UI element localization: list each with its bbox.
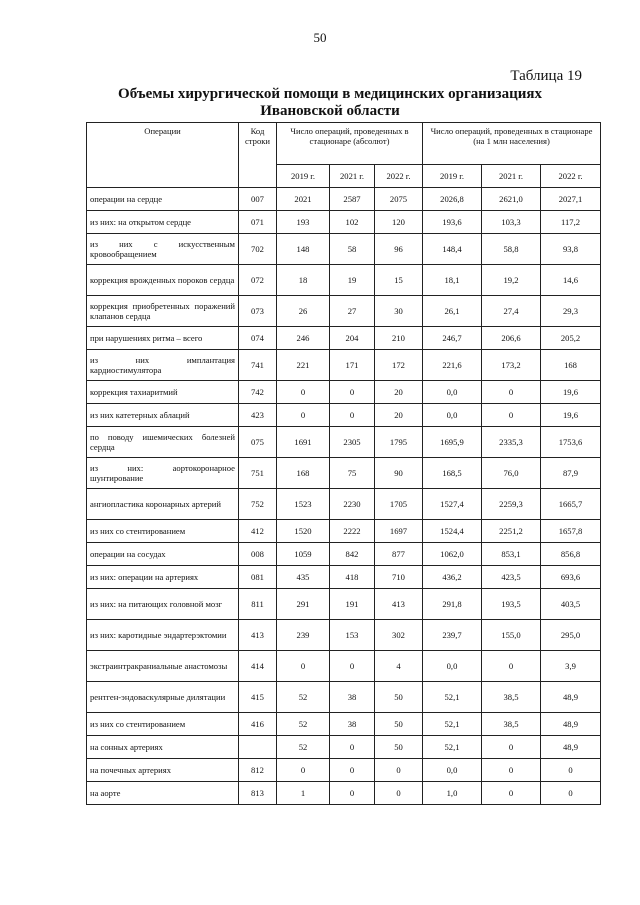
- table-row: [87, 489, 601, 520]
- cell-code: 073: [239, 296, 277, 327]
- cell-operation: из них: каротидные эндартерэктомии: [87, 620, 239, 651]
- table-row: [87, 188, 601, 211]
- cell-code: 414: [239, 651, 277, 682]
- cell-code: 413: [239, 620, 277, 651]
- cell-value: 48,9: [541, 682, 601, 713]
- cell-value: 19,6: [541, 404, 601, 427]
- cell-operation: рентген-эндоваскулярные дилятации: [87, 682, 239, 713]
- cell-value: 0: [541, 782, 601, 805]
- header-code: Код строки: [239, 123, 277, 188]
- cell-value: 103,3: [482, 211, 541, 234]
- cell-operation: операции на сосудах: [87, 543, 239, 566]
- cell-operation: из них: на питающих головной мозг: [87, 589, 239, 620]
- cell-value: 2335,3: [482, 427, 541, 458]
- cell-value: 710: [375, 566, 423, 589]
- cell-value: 291: [277, 589, 330, 620]
- cell-value: 842: [330, 543, 375, 566]
- table-row: [87, 620, 601, 651]
- cell-value: 168: [277, 458, 330, 489]
- table-row: [87, 759, 601, 782]
- cell-value: 0,0: [423, 381, 482, 404]
- table-row: [87, 234, 601, 265]
- table-row: [87, 327, 601, 350]
- cell-value: 0,0: [423, 651, 482, 682]
- cell-value: 0: [482, 782, 541, 805]
- cell-value: 221: [277, 350, 330, 381]
- header-year: 2021 г.: [482, 165, 541, 188]
- header-absolute: Число операций, проведенных в стационаре (абсолют): [277, 123, 423, 165]
- table-row: [87, 458, 601, 489]
- cell-value: 423,5: [482, 566, 541, 589]
- surgery-volume-table: [86, 122, 601, 805]
- cell-value: 0: [482, 404, 541, 427]
- cell-value: 52,1: [423, 736, 482, 759]
- cell-code: 072: [239, 265, 277, 296]
- cell-value: 418: [330, 566, 375, 589]
- cell-value: 0: [375, 759, 423, 782]
- cell-value: 96: [375, 234, 423, 265]
- cell-value: 0: [541, 759, 601, 782]
- cell-value: 1520: [277, 520, 330, 543]
- cell-value: 0: [330, 759, 375, 782]
- cell-value: 52: [277, 736, 330, 759]
- cell-value: 14,6: [541, 265, 601, 296]
- cell-value: 2026,8: [423, 188, 482, 211]
- cell-value: 19,2: [482, 265, 541, 296]
- cell-value: 19,6: [541, 381, 601, 404]
- cell-value: 52: [277, 713, 330, 736]
- cell-value: 173,2: [482, 350, 541, 381]
- cell-value: 0: [277, 381, 330, 404]
- cell-operation: по поводу ишемических болезней сердца: [87, 427, 239, 458]
- cell-value: 117,2: [541, 211, 601, 234]
- cell-code: 741: [239, 350, 277, 381]
- table-row: [87, 265, 601, 296]
- cell-value: 148,4: [423, 234, 482, 265]
- cell-value: 38,5: [482, 713, 541, 736]
- header-year: 2021 г.: [330, 165, 375, 188]
- cell-value: 153: [330, 620, 375, 651]
- cell-value: 2230: [330, 489, 375, 520]
- cell-value: 413: [375, 589, 423, 620]
- cell-value: 210: [375, 327, 423, 350]
- cell-value: 26: [277, 296, 330, 327]
- cell-value: 1527,4: [423, 489, 482, 520]
- cell-value: 0: [277, 759, 330, 782]
- cell-code: 074: [239, 327, 277, 350]
- cell-code: 081: [239, 566, 277, 589]
- cell-code: 423: [239, 404, 277, 427]
- table-row: [87, 589, 601, 620]
- cell-value: 18,1: [423, 265, 482, 296]
- table-row: [87, 736, 601, 759]
- cell-value: 1795: [375, 427, 423, 458]
- cell-value: 148: [277, 234, 330, 265]
- cell-value: 295,0: [541, 620, 601, 651]
- cell-value: 0,0: [423, 759, 482, 782]
- cell-value: 1697: [375, 520, 423, 543]
- cell-operation: из них со стентированием: [87, 713, 239, 736]
- cell-value: 102: [330, 211, 375, 234]
- cell-operation: коррекция врожденных пороков сердца: [87, 265, 239, 296]
- header-year: 2019 г.: [423, 165, 482, 188]
- cell-value: 2259,3: [482, 489, 541, 520]
- cell-code: 071: [239, 211, 277, 234]
- cell-operation: операции на сердце: [87, 188, 239, 211]
- cell-value: 168: [541, 350, 601, 381]
- cell-value: 38: [330, 682, 375, 713]
- cell-value: 0: [330, 651, 375, 682]
- cell-value: 90: [375, 458, 423, 489]
- cell-value: 1,0: [423, 782, 482, 805]
- cell-value: 1665,7: [541, 489, 601, 520]
- table-title: [60, 86, 600, 120]
- cell-value: 27,4: [482, 296, 541, 327]
- cell-code: 812: [239, 759, 277, 782]
- cell-value: 204: [330, 327, 375, 350]
- cell-value: 48,9: [541, 713, 601, 736]
- table-row: [87, 404, 601, 427]
- cell-value: 30: [375, 296, 423, 327]
- cell-value: 191: [330, 589, 375, 620]
- cell-operation: из них катетерных аблаций: [87, 404, 239, 427]
- table-body: [87, 188, 601, 805]
- cell-value: 50: [375, 713, 423, 736]
- cell-value: 435: [277, 566, 330, 589]
- cell-value: 0,0: [423, 404, 482, 427]
- page-number: 50: [313, 30, 327, 45]
- cell-code: 811: [239, 589, 277, 620]
- cell-operation: на почечных артериях: [87, 759, 239, 782]
- cell-operation: коррекция тахиаритмий: [87, 381, 239, 404]
- header-per-million: Число операций, проведенных в стационаре (на 1 млн населения): [423, 123, 601, 165]
- cell-value: 18: [277, 265, 330, 296]
- cell-value: 38: [330, 713, 375, 736]
- cell-value: 26,1: [423, 296, 482, 327]
- cell-value: 856,8: [541, 543, 601, 566]
- cell-value: 1059: [277, 543, 330, 566]
- cell-value: 0: [482, 736, 541, 759]
- cell-value: 1: [277, 782, 330, 805]
- cell-value: 239: [277, 620, 330, 651]
- cell-value: 155,0: [482, 620, 541, 651]
- cell-value: 693,6: [541, 566, 601, 589]
- cell-value: 206,6: [482, 327, 541, 350]
- table-number: Таблица 19: [510, 68, 582, 84]
- cell-operation: из них с искусственным кровообращением: [87, 234, 239, 265]
- cell-value: 76,0: [482, 458, 541, 489]
- cell-operation: из них: на открытом сердце: [87, 211, 239, 234]
- cell-operation: из них: аортокоронарное шунтирование: [87, 458, 239, 489]
- cell-value: 246,7: [423, 327, 482, 350]
- cell-value: 1657,8: [541, 520, 601, 543]
- cell-value: 2587: [330, 188, 375, 211]
- table-row: [87, 651, 601, 682]
- table-row: [87, 713, 601, 736]
- cell-value: 4: [375, 651, 423, 682]
- table-row: [87, 350, 601, 381]
- title-line-1: Объемы хирургической помощи в медицинских организациях: [118, 86, 542, 102]
- table-row: [87, 682, 601, 713]
- table-row: [87, 381, 601, 404]
- cell-operation: на сонных артериях: [87, 736, 239, 759]
- cell-value: 1753,6: [541, 427, 601, 458]
- cell-value: 0: [330, 404, 375, 427]
- title-line-2: Ивановской области: [260, 103, 400, 119]
- cell-value: 52,1: [423, 682, 482, 713]
- cell-value: 168,5: [423, 458, 482, 489]
- cell-value: 0: [330, 736, 375, 759]
- cell-value: 58: [330, 234, 375, 265]
- cell-value: 2222: [330, 520, 375, 543]
- cell-value: 50: [375, 736, 423, 759]
- cell-value: 2021: [277, 188, 330, 211]
- cell-code: 075: [239, 427, 277, 458]
- cell-value: 0: [277, 651, 330, 682]
- cell-operation: ангиопластика коронарных артерий: [87, 489, 239, 520]
- cell-value: 48,9: [541, 736, 601, 759]
- header-year: 2022 г.: [541, 165, 601, 188]
- cell-operation: из них имплантация кардиостимулятора: [87, 350, 239, 381]
- cell-value: 52,1: [423, 713, 482, 736]
- cell-value: 853,1: [482, 543, 541, 566]
- cell-value: 1524,4: [423, 520, 482, 543]
- cell-value: 58,8: [482, 234, 541, 265]
- cell-code: 742: [239, 381, 277, 404]
- cell-value: 93,8: [541, 234, 601, 265]
- table-row: [87, 543, 601, 566]
- cell-value: 20: [375, 404, 423, 427]
- cell-value: 15: [375, 265, 423, 296]
- cell-value: 38,5: [482, 682, 541, 713]
- cell-code: 008: [239, 543, 277, 566]
- cell-value: 0: [482, 381, 541, 404]
- cell-value: 27: [330, 296, 375, 327]
- cell-value: 87,9: [541, 458, 601, 489]
- cell-value: 2075: [375, 188, 423, 211]
- table-row: [87, 296, 601, 327]
- table-row: [87, 520, 601, 543]
- cell-value: 120: [375, 211, 423, 234]
- header-year: 2019 г.: [277, 165, 330, 188]
- table-row: [87, 427, 601, 458]
- cell-value: 0: [482, 759, 541, 782]
- cell-value: 2027,1: [541, 188, 601, 211]
- cell-code: 702: [239, 234, 277, 265]
- cell-value: 19: [330, 265, 375, 296]
- cell-value: 0: [375, 782, 423, 805]
- cell-code: 412: [239, 520, 277, 543]
- cell-value: 1691: [277, 427, 330, 458]
- cell-value: 1695,9: [423, 427, 482, 458]
- cell-value: 193,6: [423, 211, 482, 234]
- cell-value: 1705: [375, 489, 423, 520]
- cell-value: 0: [330, 381, 375, 404]
- cell-operation: на аорте: [87, 782, 239, 805]
- cell-operation: экстраинтракраниальные анастомозы: [87, 651, 239, 682]
- cell-value: 75: [330, 458, 375, 489]
- cell-operation: из них со стентированием: [87, 520, 239, 543]
- cell-value: 171: [330, 350, 375, 381]
- cell-code: 416: [239, 713, 277, 736]
- cell-value: 1062,0: [423, 543, 482, 566]
- cell-code: 415: [239, 682, 277, 713]
- cell-value: 436,2: [423, 566, 482, 589]
- cell-value: 221,6: [423, 350, 482, 381]
- cell-operation: коррекция приобретенных поражений клапанов сердца: [87, 296, 239, 327]
- cell-code: 751: [239, 458, 277, 489]
- cell-code: [239, 736, 277, 759]
- cell-value: 1523: [277, 489, 330, 520]
- cell-value: 877: [375, 543, 423, 566]
- cell-value: 246: [277, 327, 330, 350]
- cell-value: 2251,2: [482, 520, 541, 543]
- cell-operation: из них: операции на артериях: [87, 566, 239, 589]
- cell-value: 0: [277, 404, 330, 427]
- cell-operation: при нарушениях ритма – всего: [87, 327, 239, 350]
- cell-value: 2305: [330, 427, 375, 458]
- cell-value: 302: [375, 620, 423, 651]
- cell-value: 29,3: [541, 296, 601, 327]
- cell-code: 752: [239, 489, 277, 520]
- table-row: [87, 782, 601, 805]
- cell-value: 193: [277, 211, 330, 234]
- cell-value: 50: [375, 682, 423, 713]
- cell-value: 403,5: [541, 589, 601, 620]
- cell-value: 193,5: [482, 589, 541, 620]
- header-operations: Операции: [87, 123, 239, 188]
- cell-value: 291,8: [423, 589, 482, 620]
- cell-value: 172: [375, 350, 423, 381]
- table-row: [87, 566, 601, 589]
- cell-value: 0: [330, 782, 375, 805]
- cell-value: 0: [482, 651, 541, 682]
- cell-value: 205,2: [541, 327, 601, 350]
- header-year: 2022 г.: [375, 165, 423, 188]
- cell-value: 52: [277, 682, 330, 713]
- cell-value: 2621,0: [482, 188, 541, 211]
- cell-value: 239,7: [423, 620, 482, 651]
- cell-value: 3,9: [541, 651, 601, 682]
- cell-value: 20: [375, 381, 423, 404]
- table-row: [87, 211, 601, 234]
- cell-code: 813: [239, 782, 277, 805]
- cell-code: 007: [239, 188, 277, 211]
